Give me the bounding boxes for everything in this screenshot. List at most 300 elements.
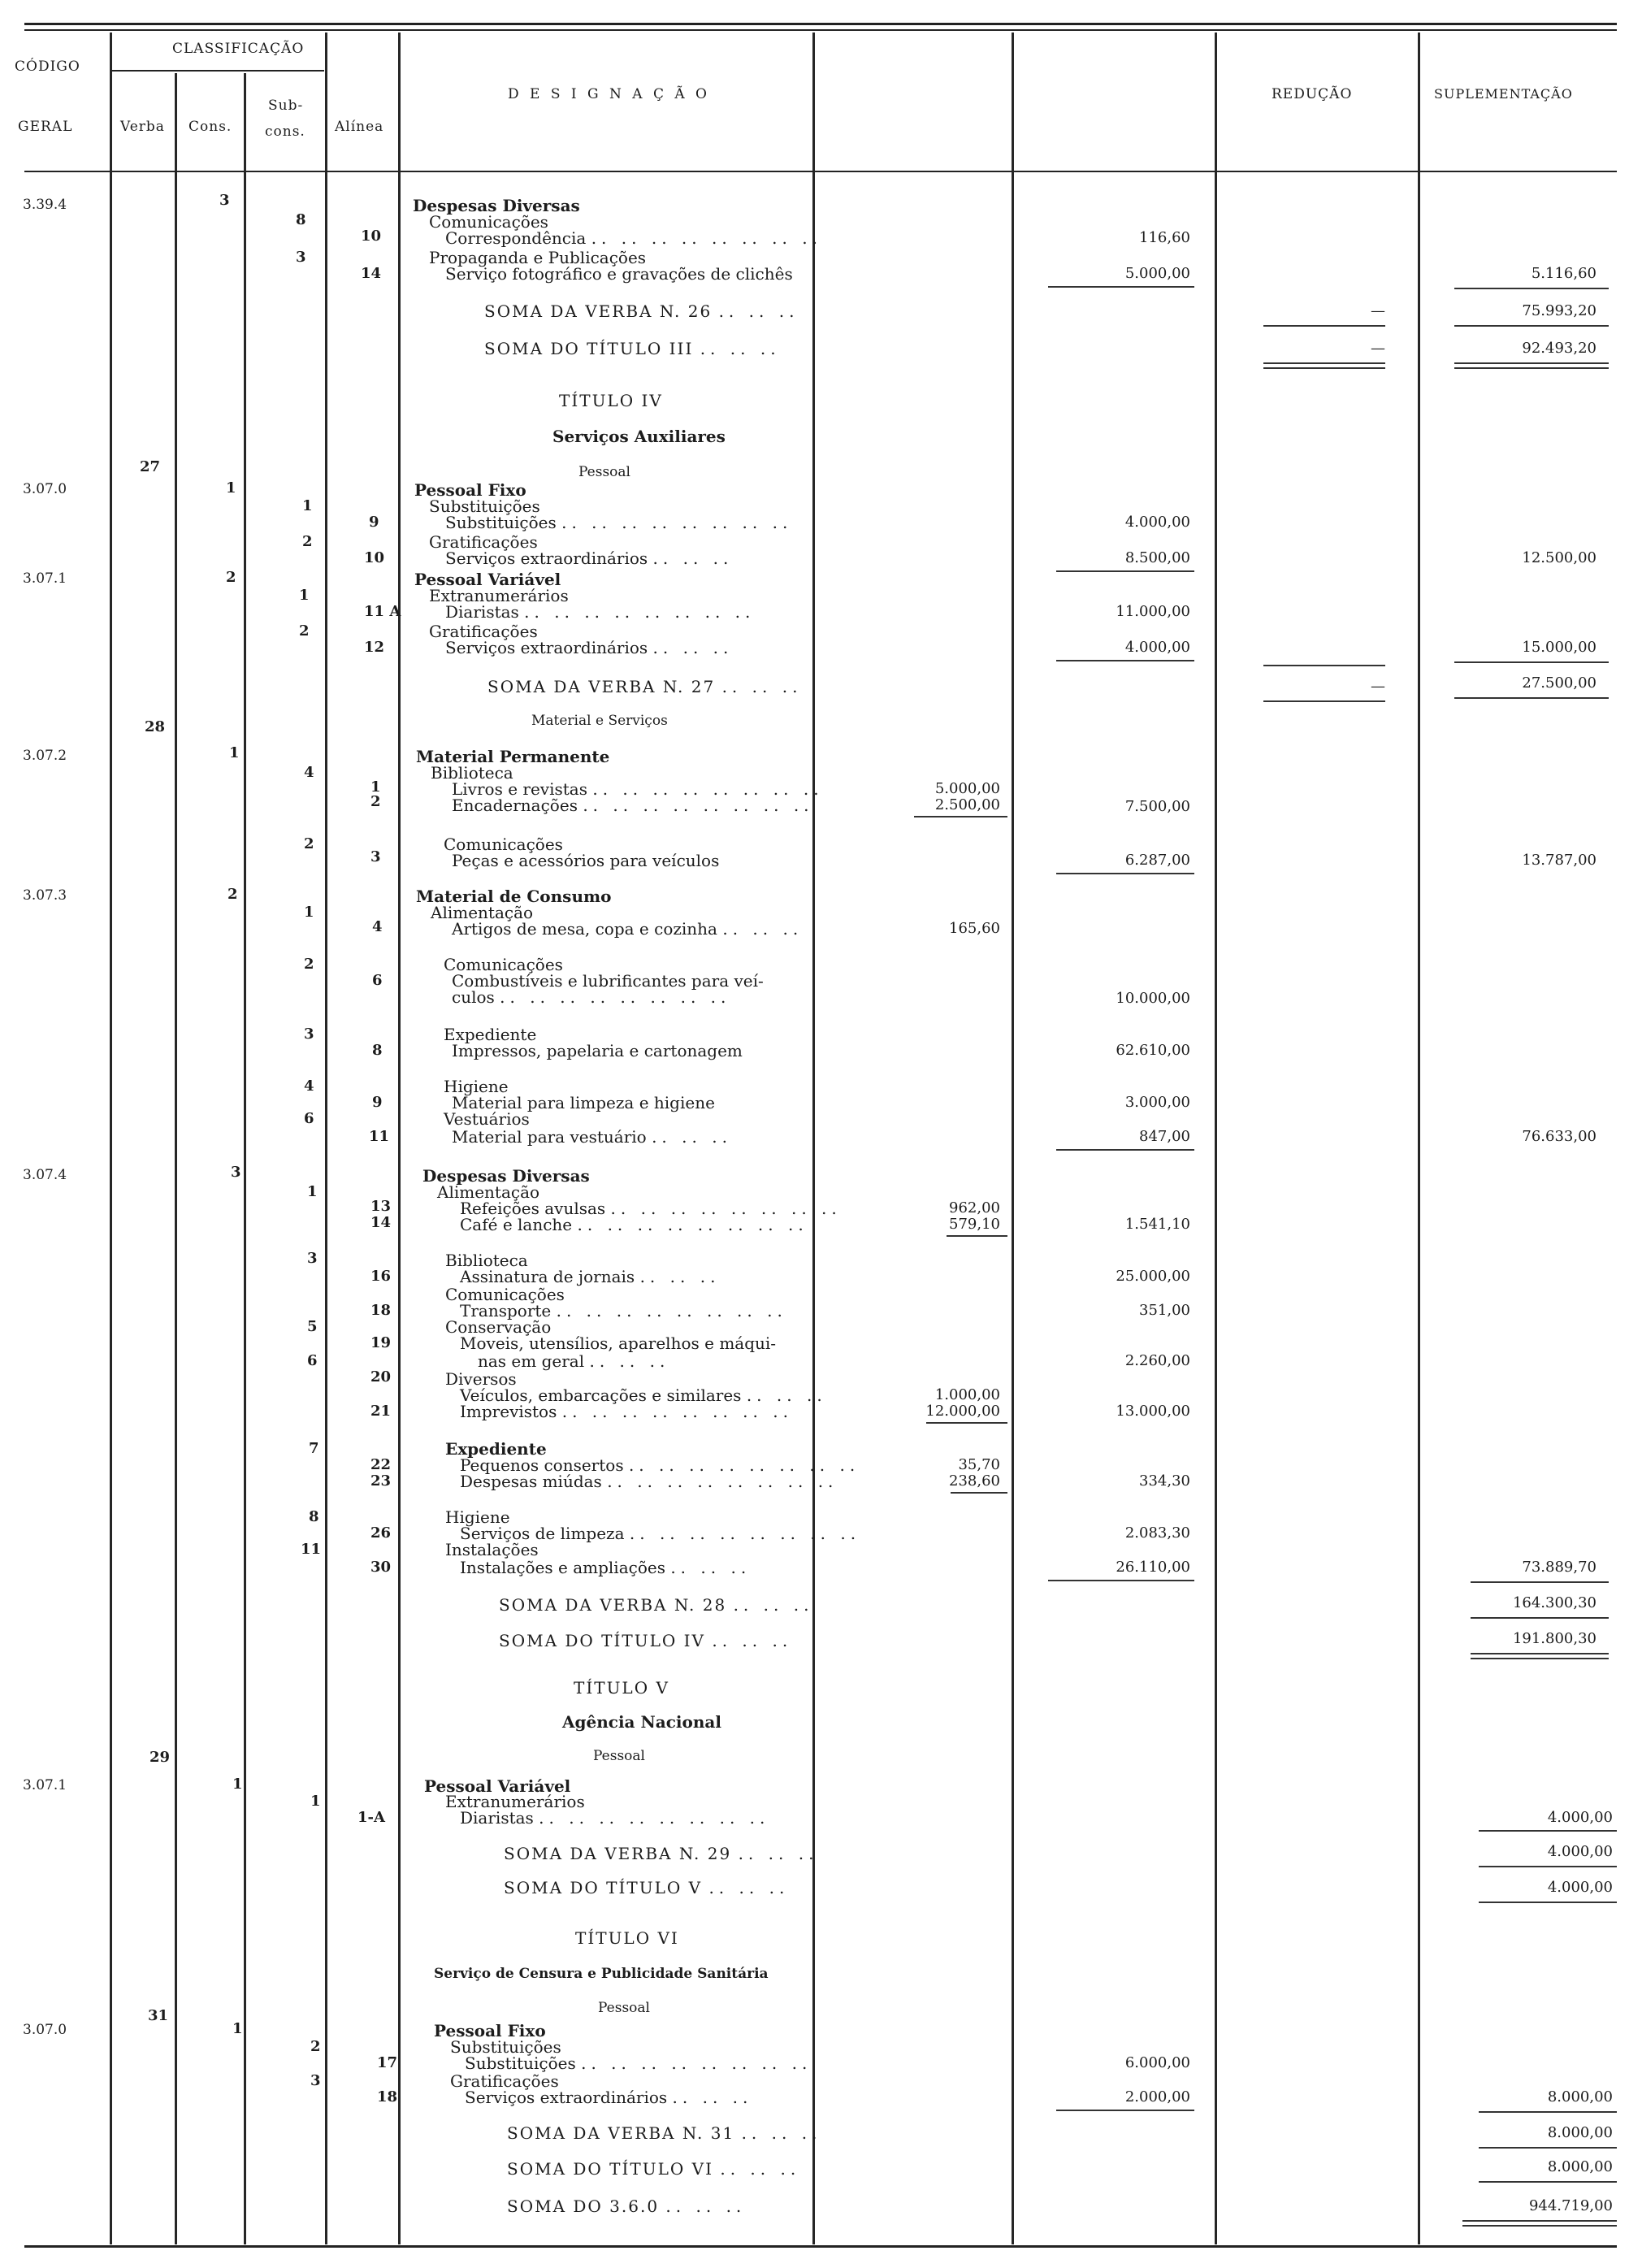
suplementacao-rule xyxy=(1462,2225,1617,2227)
value-col1: 35,70 xyxy=(958,1456,1000,1473)
suplementacao-rule xyxy=(1471,1617,1609,1619)
value-col2: 334,30 xyxy=(1139,1472,1190,1490)
alinea-number: 26 xyxy=(370,1524,392,1542)
line-group: Material Permanente xyxy=(416,747,610,766)
subcons-number: 4 xyxy=(304,764,314,781)
value-suplementacao: 27.500,00 xyxy=(1522,674,1597,692)
line-item xyxy=(452,796,814,814)
leaders: .. .. .. xyxy=(652,638,734,657)
subtotal-rule xyxy=(1056,1149,1194,1151)
subcons-number: 1 xyxy=(307,1183,318,1200)
leaders: .. .. .. .. .. .. .. .. xyxy=(581,2053,812,2073)
line-subgroup: Propaganda e Publicações xyxy=(429,248,647,267)
suplementacao-rule xyxy=(1479,1866,1617,1867)
subtotal-rule xyxy=(951,1492,1007,1494)
line-subgroup: Diversos xyxy=(445,1369,517,1389)
header-rule xyxy=(24,171,1617,172)
subcons-number: 2 xyxy=(304,956,314,973)
value-suplementacao: 5.116,60 xyxy=(1531,265,1597,282)
section-heading: Serviços Auxiliares xyxy=(552,427,726,446)
subcons-number: 8 xyxy=(296,211,306,228)
line-item-label: Serviços extraordinários xyxy=(445,638,648,657)
value-suplementacao: 4.000,00 xyxy=(1547,1879,1613,1896)
alinea-number: 20 xyxy=(370,1368,392,1386)
subcons-number: 6 xyxy=(304,1110,314,1127)
subcons-number: 6 xyxy=(307,1352,318,1369)
line-group: Pessoal Fixo xyxy=(414,480,526,500)
cons-number: 1 xyxy=(232,1776,243,1793)
line-subgroup: Expediente xyxy=(444,1025,537,1044)
line-subgroup: Higiene xyxy=(444,1077,509,1096)
classif-rule xyxy=(111,70,324,72)
line-item-label: Serviços extraordinários xyxy=(465,2088,668,2107)
line-item xyxy=(445,549,733,567)
hdr-cons: Cons. xyxy=(188,119,232,135)
cons-number: 3 xyxy=(231,1164,241,1181)
line-subgroup: Extranumerários xyxy=(445,1792,585,1811)
line-item-label: Substituições xyxy=(445,513,557,532)
line-group: Material de Consumo xyxy=(416,887,612,906)
line-item xyxy=(478,1352,669,1370)
leaders: .. .. .. .. .. .. .. .. xyxy=(556,1301,787,1320)
line-subgroup: Higiene xyxy=(445,1507,510,1527)
verba-number: 29 xyxy=(149,1749,171,1766)
leaders: .. .. .. .. .. .. .. .. xyxy=(583,796,814,815)
section-subheading: Material e Serviços xyxy=(531,713,668,729)
leaders: .. .. .. xyxy=(712,1631,793,1650)
line-item: Combustíveis e lubrificantes para veí- xyxy=(452,971,764,991)
line-group: Pessoal Variável xyxy=(414,570,561,589)
subcons-number: 8 xyxy=(309,1508,319,1525)
line-item: Serviço fotográfico e gravações de clichês xyxy=(445,264,793,284)
value-suplementacao: 13.787,00 xyxy=(1522,852,1597,869)
line-item-label: Pequenos consertos xyxy=(460,1455,624,1475)
value-col1: 962,00 xyxy=(949,1199,1000,1216)
value-suplementacao: 8.000,00 xyxy=(1547,2088,1613,2105)
reducao-rule xyxy=(1263,325,1385,327)
col-sep-suplementacao xyxy=(1418,33,1420,2244)
line-item xyxy=(460,1472,838,1490)
line-subgroup: Vestuários xyxy=(444,1109,530,1129)
leaders: .. .. .. .. .. .. .. .. xyxy=(592,779,824,799)
suplementacao-rule xyxy=(1454,288,1609,289)
alinea-number: 14 xyxy=(370,1214,392,1231)
leaders: .. .. .. xyxy=(670,1558,752,1577)
line-item-label: Café e lanche xyxy=(460,1215,573,1234)
value-col1: 1.000,00 xyxy=(934,1386,1000,1403)
subtotal-rule xyxy=(1056,873,1194,874)
soma-titulo xyxy=(499,1632,792,1650)
value-col2: 62.610,00 xyxy=(1116,1042,1190,1059)
codigo-geral: 3.39.4 xyxy=(23,197,67,213)
soma-titulo-label: SOMA DO TÍTULO V xyxy=(504,1878,703,1897)
value-col2: 847,00 xyxy=(1139,1128,1190,1145)
leaders: .. .. .. xyxy=(733,1595,814,1615)
subcons-number: 2 xyxy=(299,622,310,640)
suplementacao-rule xyxy=(1454,697,1609,699)
subcons-number: 1 xyxy=(310,1793,321,1810)
titulo-heading: TÍTULO V xyxy=(574,1678,669,1698)
reducao-rule xyxy=(1263,665,1385,666)
leaders: .. .. .. .. .. .. .. .. xyxy=(561,1402,793,1421)
section-heading: Serviço de Censura e Publicidade Sanitária xyxy=(434,1966,769,1982)
value-suplementacao: 4.000,00 xyxy=(1547,1843,1613,1860)
value-col2: 116,60 xyxy=(1139,229,1190,246)
line-group: Despesas Diversas xyxy=(422,1166,590,1186)
value-suplementacao: 944.719,00 xyxy=(1528,2197,1613,2214)
line-subgroup: Comunicações xyxy=(445,1285,565,1304)
codigo-geral: 3.07.4 xyxy=(23,1167,67,1183)
value-reducao: — xyxy=(1371,340,1385,357)
line-item-label: Correspondência xyxy=(445,228,587,248)
alinea-number: 18 xyxy=(370,1302,392,1319)
cons-number: 2 xyxy=(227,886,238,903)
suplementacao-rule xyxy=(1471,1581,1609,1583)
value-col1: 5.000,00 xyxy=(934,780,1000,797)
value-col2: 4.000,00 xyxy=(1124,514,1190,531)
soma-verba xyxy=(504,1845,818,1863)
value-col2: 7.500,00 xyxy=(1124,798,1190,815)
value-suplementacao: 4.000,00 xyxy=(1547,1809,1613,1826)
soma-titulo-label: SOMA DO TÍTULO III xyxy=(484,339,694,358)
subcons-number: 1 xyxy=(299,587,310,604)
value-col2: 25.000,00 xyxy=(1116,1268,1190,1285)
col-sep-alinea xyxy=(398,33,401,2244)
value-suplementacao: 15.000,00 xyxy=(1522,639,1597,656)
line-subgroup: Substituições xyxy=(450,2037,561,2057)
soma-titulo xyxy=(504,1879,789,1897)
line-subgroup: Conservação xyxy=(445,1317,552,1337)
line-subgroup: Comunicações xyxy=(429,212,548,232)
line-item xyxy=(445,603,755,621)
value-col2: 10.000,00 xyxy=(1116,990,1190,1007)
alinea-number: 1 xyxy=(370,778,381,796)
line-group: Despesas Diversas xyxy=(413,196,580,215)
verba-number: 28 xyxy=(145,718,166,735)
line-subgroup: Instalações xyxy=(445,1540,539,1559)
verba-number: 31 xyxy=(148,2007,169,2024)
leaders: .. .. .. xyxy=(708,1878,790,1897)
suplementacao-rule xyxy=(1454,325,1609,327)
leaders: .. .. .. xyxy=(665,2196,747,2216)
subcons-number: 3 xyxy=(304,1026,314,1043)
line-subgroup: Comunicações xyxy=(444,955,563,974)
codigo-geral: 3.07.2 xyxy=(23,748,67,764)
alinea-number: 8 xyxy=(372,1042,383,1059)
subcons-number: 5 xyxy=(307,1318,318,1335)
leaders: .. .. .. .. .. .. .. .. xyxy=(607,1472,838,1491)
value-col1: 579,10 xyxy=(949,1216,1000,1233)
value-col2: 8.500,00 xyxy=(1124,549,1190,566)
hdr-codigo: CÓDIGO xyxy=(15,59,80,75)
alinea-number: 9 xyxy=(369,514,379,531)
codigo-geral: 3.07.0 xyxy=(23,2022,67,2038)
value-suplementacao: 164.300,30 xyxy=(1512,1594,1597,1611)
bottom-rule xyxy=(24,2245,1617,2248)
titulo-heading: TÍTULO VI xyxy=(575,1928,679,1948)
alinea-number: 11 A xyxy=(364,603,401,620)
line-item xyxy=(445,639,733,657)
line-item-label: Serviços de limpeza xyxy=(460,1524,625,1543)
leaders: .. .. .. xyxy=(589,1351,670,1371)
line-item-label: Substituições xyxy=(465,2053,576,2073)
subcons-number: 7 xyxy=(309,1440,319,1457)
subtotal-rule xyxy=(926,1422,1007,1424)
leaders: .. .. .. .. .. .. .. .. xyxy=(628,1455,860,1475)
col-sep-subcons xyxy=(325,33,327,2244)
line-item-label: Instalações e ampliações xyxy=(460,1558,665,1577)
line-item-label: Livros e revistas xyxy=(452,779,587,799)
leaders: .. .. .. .. .. .. .. .. xyxy=(539,1808,770,1828)
line-subgroup: Substituições xyxy=(429,497,540,516)
alinea-number: 9 xyxy=(372,1094,383,1111)
line-item-label: Artigos de mesa, copa e cozinha xyxy=(452,919,717,939)
hdr-alinea: Alínea xyxy=(335,119,384,135)
titulo-heading: TÍTULO IV xyxy=(559,391,663,410)
soma-total-label: SOMA DO 3.6.0 xyxy=(507,2196,660,2216)
soma-verba xyxy=(484,302,799,320)
cons-number: 1 xyxy=(232,2020,243,2037)
reducao-rule xyxy=(1263,367,1385,369)
suplementacao-rule xyxy=(1479,1902,1617,1903)
line-subgroup: Biblioteca xyxy=(431,763,513,783)
leaders: .. .. .. xyxy=(652,1127,732,1147)
value-col2: 6.000,00 xyxy=(1124,2054,1190,2071)
suplementacao-rule xyxy=(1454,661,1609,663)
section-subheading: Pessoal xyxy=(598,2000,650,2016)
subcons-number: 2 xyxy=(310,2038,321,2055)
line-item-label: nas em geral xyxy=(478,1351,585,1371)
leaders: .. .. .. xyxy=(741,2123,822,2143)
line-item xyxy=(452,920,803,938)
leaders: .. .. .. xyxy=(738,1844,819,1863)
value-suplementacao: 75.993,20 xyxy=(1522,302,1597,319)
col-sep-val2 xyxy=(1012,33,1014,2244)
leaders: .. .. .. xyxy=(652,549,734,568)
soma-verba xyxy=(499,1596,813,1614)
line-item xyxy=(460,1809,769,1827)
alinea-number: 22 xyxy=(370,1456,392,1473)
leaders: .. .. .. xyxy=(639,1267,721,1286)
subcons-number: 2 xyxy=(304,835,314,852)
line-subgroup: Extranumerários xyxy=(429,586,569,605)
alinea-number: 3 xyxy=(370,848,381,865)
value-col2: 1.541,10 xyxy=(1124,1216,1190,1233)
soma-verba-label: SOMA DA VERBA N. 27 xyxy=(487,677,716,696)
line-item xyxy=(452,988,730,1006)
value-suplementacao: 191.800,30 xyxy=(1512,1630,1597,1647)
line-item-label: Transporte xyxy=(460,1301,552,1320)
value-suplementacao: 8.000,00 xyxy=(1547,2124,1613,2141)
line-item xyxy=(465,2054,812,2072)
value-col2: 2.260,00 xyxy=(1124,1352,1190,1369)
line-subgroup: Comunicações xyxy=(444,835,563,854)
top-rule xyxy=(24,23,1617,25)
subtotal-rule xyxy=(947,1235,1007,1237)
codigo-geral: 3.07.1 xyxy=(23,570,67,587)
line-item: Moveis, utensílios, aparelhos e máqui- xyxy=(460,1333,777,1353)
suplementacao-rule xyxy=(1471,1658,1609,1659)
hdr-classificacao: CLASSIFICAÇÃO xyxy=(172,41,305,57)
leaders: .. .. .. .. .. .. .. .. xyxy=(629,1524,861,1543)
cons-number: 1 xyxy=(226,479,236,497)
cons-number: 3 xyxy=(219,192,230,209)
cons-number: 1 xyxy=(229,744,240,761)
value-reducao: — xyxy=(1371,678,1385,695)
line-item xyxy=(445,514,792,531)
line-item-label: Veículos, embarcações e similares xyxy=(460,1386,742,1405)
col-sep-geral xyxy=(110,33,112,2244)
subtotal-rule xyxy=(1056,570,1194,572)
subcons-number: 3 xyxy=(296,249,306,266)
value-col2: 351,00 xyxy=(1139,1302,1190,1319)
suplementacao-rule xyxy=(1479,2181,1617,2183)
alinea-number: 10 xyxy=(364,549,385,566)
alinea-number: 12 xyxy=(364,639,385,656)
line-item-label: culos xyxy=(452,987,495,1007)
value-suplementacao: 92.493,20 xyxy=(1522,340,1597,357)
line-item xyxy=(452,1128,732,1146)
leaders: .. .. .. .. .. .. .. .. xyxy=(524,602,756,622)
soma-verba-label: SOMA DA VERBA N. 26 xyxy=(484,301,713,321)
line-item-label: Material para vestuário xyxy=(452,1127,647,1147)
value-col2: 6.287,00 xyxy=(1124,852,1190,869)
value-col1: 12.000,00 xyxy=(925,1403,1000,1420)
value-suplementacao: 73.889,70 xyxy=(1522,1559,1597,1576)
leaders: .. .. .. xyxy=(720,2159,801,2179)
hdr-geral: GERAL xyxy=(18,119,73,135)
leaders: .. .. .. .. .. .. .. .. xyxy=(610,1199,842,1218)
value-col1: 2.500,00 xyxy=(934,796,1000,813)
line-subgroup: Biblioteca xyxy=(445,1251,528,1270)
subcons-number: 4 xyxy=(304,1078,314,1095)
leaders: .. .. .. .. .. .. .. .. xyxy=(500,987,731,1007)
line-subgroup: Gratificações xyxy=(450,2071,559,2091)
alinea-number: 6 xyxy=(372,972,383,989)
value-col2: 3.000,00 xyxy=(1124,1094,1190,1111)
line-item-label: Encadernações xyxy=(452,796,578,815)
subcons-number: 1 xyxy=(302,497,313,514)
line-item-label: Diaristas xyxy=(460,1808,534,1828)
line-item-label: Serviços extraordinários xyxy=(445,549,648,568)
subcons-number: 3 xyxy=(310,2072,321,2089)
reducao-rule xyxy=(1263,700,1385,702)
line-item-label: Assinatura de jornais xyxy=(460,1267,635,1286)
alinea-number: 13 xyxy=(370,1198,392,1215)
soma-total xyxy=(507,2197,746,2215)
line-subgroup: Gratificações xyxy=(429,532,538,552)
cons-number: 2 xyxy=(226,569,236,586)
leaders: .. .. .. xyxy=(718,301,799,321)
line-item xyxy=(445,229,822,247)
alinea-number: 2 xyxy=(370,793,381,810)
leaders: .. .. .. xyxy=(721,677,803,696)
line-item-label: Refeições avulsas xyxy=(460,1199,606,1218)
alinea-number: 14 xyxy=(361,265,382,282)
alinea-number: 10 xyxy=(361,228,382,245)
line-item xyxy=(460,1268,720,1286)
soma-titulo-label: SOMA DO TÍTULO VI xyxy=(507,2159,713,2179)
leaders: .. .. .. .. .. .. .. .. xyxy=(577,1215,808,1234)
line-item xyxy=(460,1559,751,1576)
soma-titulo-label: SOMA DO TÍTULO IV xyxy=(499,1631,705,1650)
leaders: .. .. .. xyxy=(722,919,804,939)
line-item: Impressos, papelaria e cartonagem xyxy=(452,1041,743,1060)
line-item-label: Diaristas xyxy=(445,602,519,622)
leaders: .. .. .. .. .. .. .. .. xyxy=(561,513,793,532)
subtotal-rule xyxy=(914,816,1007,817)
suplementacao-rule xyxy=(1479,2147,1617,2149)
value-col2: 11.000,00 xyxy=(1116,603,1190,620)
suplementacao-rule xyxy=(1471,1653,1609,1654)
line-subgroup: Gratificações xyxy=(429,622,538,641)
section-heading: Agência Nacional xyxy=(562,1712,721,1732)
subcons-number: 2 xyxy=(302,533,313,550)
alinea-number: 17 xyxy=(377,2054,398,2071)
value-col2: 26.110,00 xyxy=(1116,1559,1190,1576)
value-suplementacao: 76.633,00 xyxy=(1522,1128,1597,1145)
hdr-designacao: D E S I G N A Ç Ã O xyxy=(508,86,710,102)
leaders: .. .. .. xyxy=(672,2088,753,2107)
line-item-label: Despesas miúdas xyxy=(460,1472,602,1491)
subtotal-rule xyxy=(1048,1580,1194,1581)
line-subgroup: Alimentação xyxy=(437,1182,540,1202)
suplementacao-rule xyxy=(1462,2220,1617,2222)
soma-verba-label: SOMA DA VERBA N. 28 xyxy=(499,1595,727,1615)
subcons-number: 11 xyxy=(301,1541,322,1558)
value-col2: 2.000,00 xyxy=(1124,2088,1190,2105)
col-sep-reducao xyxy=(1215,33,1217,2244)
suplementacao-rule xyxy=(1454,362,1609,364)
subtotal-rule xyxy=(1048,286,1194,288)
soma-verba-label: SOMA DA VERBA N. 31 xyxy=(507,2123,735,2143)
alinea-number: 4 xyxy=(372,918,383,935)
alinea-number: 18 xyxy=(377,2088,398,2105)
hdr-suplementacao: SUPLEMENTAÇÃO xyxy=(1434,86,1573,102)
top-rule-2 xyxy=(24,29,1617,31)
section-subheading: Pessoal xyxy=(578,464,630,480)
leaders: .. .. .. .. .. .. .. .. xyxy=(591,228,822,248)
reducao-rule xyxy=(1263,362,1385,364)
value-suplementacao: 8.000,00 xyxy=(1547,2158,1613,2175)
line-item: Peças e acessórios para veículos xyxy=(452,851,720,870)
hdr-subcons-1: Sub- xyxy=(268,98,304,114)
alinea-number: 21 xyxy=(370,1403,392,1420)
soma-verba xyxy=(487,678,802,696)
line-item xyxy=(465,2088,752,2106)
value-reducao: — xyxy=(1371,302,1385,319)
line-group: Pessoal Variável xyxy=(424,1776,571,1796)
value-col2: 2.083,30 xyxy=(1124,1524,1190,1542)
leaders: .. .. .. xyxy=(700,339,781,358)
line-item-label: Imprevistos xyxy=(460,1402,557,1421)
line-group: Pessoal Fixo xyxy=(434,2021,546,2040)
hdr-subcons-2: cons. xyxy=(265,124,305,140)
line-item: Material para limpeza e higiene xyxy=(452,1093,715,1112)
value-col2: 4.000,00 xyxy=(1124,639,1190,656)
value-col1: 238,60 xyxy=(949,1472,1000,1490)
alinea-number: 11 xyxy=(369,1128,390,1145)
subtotal-rule xyxy=(1056,660,1194,661)
suplementacao-rule xyxy=(1479,1830,1617,1832)
subcons-number: 3 xyxy=(307,1250,318,1267)
value-col2: 5.000,00 xyxy=(1124,265,1190,282)
suplementacao-rule xyxy=(1454,367,1609,369)
line-item xyxy=(460,1403,793,1420)
line-item xyxy=(460,1216,808,1234)
line-subgroup: Expediente xyxy=(445,1439,547,1459)
alinea-number: 19 xyxy=(370,1334,392,1351)
